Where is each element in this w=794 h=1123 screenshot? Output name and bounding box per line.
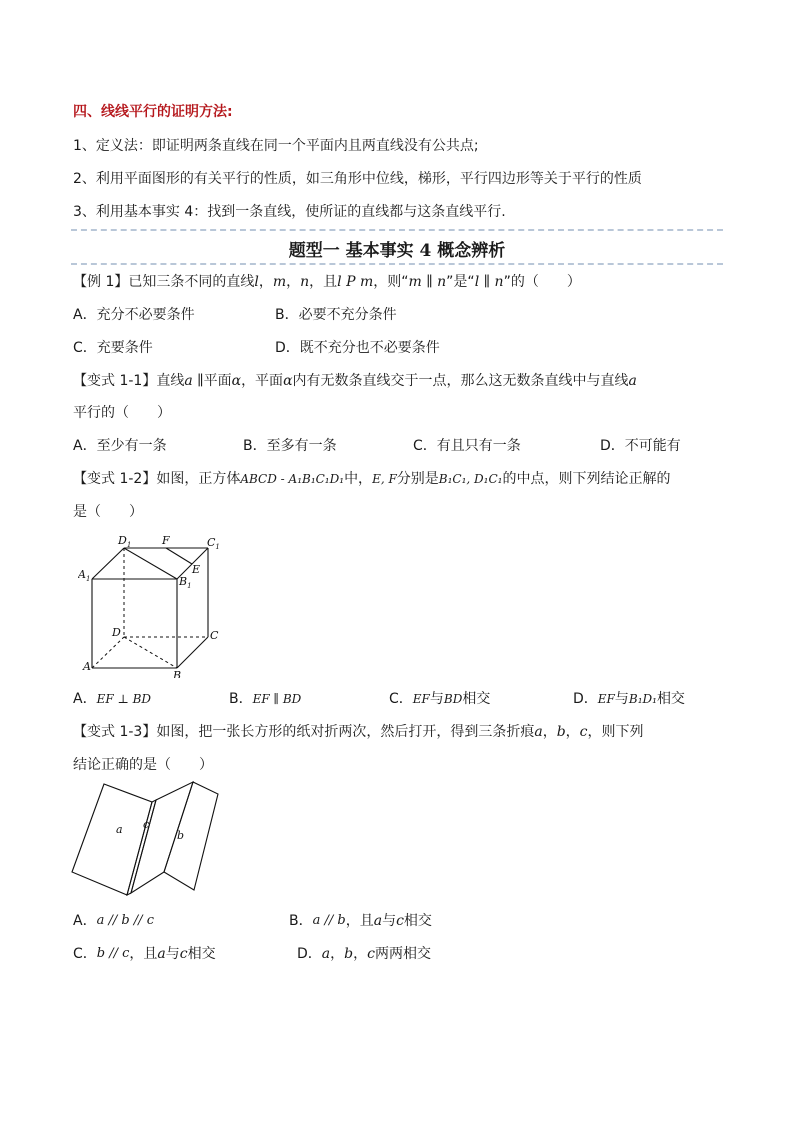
variant12-segments: B₁C₁, D₁C₁ bbox=[438, 472, 503, 486]
example1-mid: ，且 bbox=[309, 274, 338, 290]
variant11-option-a[interactable]: A．至少有一条 bbox=[73, 438, 167, 454]
variant11-option-b[interactable]: B．至多有一条 bbox=[243, 438, 337, 454]
divider-bottom bbox=[71, 263, 723, 265]
example1-option-a[interactable]: A．充分不必要条件 bbox=[73, 307, 195, 323]
cube-figure bbox=[78, 532, 228, 678]
label-c: C bbox=[210, 629, 219, 642]
variant12-suffix: 的中点，则下列结论正解的 bbox=[502, 471, 671, 487]
variant13-stem bbox=[73, 723, 644, 741]
edge-ad-hidden bbox=[92, 637, 124, 668]
variant11-prefix: 【变式 1-1】直线 bbox=[73, 373, 185, 389]
example1-option-b[interactable]: B．必要不充分条件 bbox=[275, 307, 397, 323]
label-d: D bbox=[112, 626, 121, 639]
fold-label-c: c bbox=[143, 818, 150, 831]
variant13-c: c bbox=[579, 724, 588, 740]
variant11-option-d[interactable]: D．不可能有 bbox=[600, 438, 681, 454]
variant12-option-d[interactable] bbox=[573, 690, 685, 708]
example1-option-d[interactable]: D．既不充分也不必要条件 bbox=[275, 340, 440, 356]
diagonal-d1b1 bbox=[124, 548, 177, 579]
variant12-mid1: 中， bbox=[344, 471, 373, 487]
variant12-option-c-math1: EF bbox=[412, 692, 430, 706]
example1-mid3: ”是“ bbox=[446, 274, 475, 290]
folded-paper-figure bbox=[68, 780, 228, 898]
variant13-option-b-a: a bbox=[373, 913, 383, 929]
variant13-option-c-mid: ，且 bbox=[129, 946, 158, 962]
variant12-option-a-math: EF ⊥ BD bbox=[96, 692, 152, 706]
method-3: 3、利用基本事实 4：找到一条直线，使所证的直线都与这条直线平行. bbox=[73, 204, 506, 220]
label-c1: $C_1$ bbox=[207, 536, 220, 551]
example1-suffix: ”的（ ） bbox=[503, 274, 581, 290]
topic-title: 题型一 基本事实 4 概念辨析 bbox=[288, 241, 506, 261]
variant13-suffix: ，则下列 bbox=[587, 724, 644, 740]
variant12-option-c[interactable] bbox=[389, 690, 490, 708]
variant13-option-d-suffix: 两两相交 bbox=[374, 946, 431, 962]
variant11-a-parallel: a ∥ bbox=[184, 373, 204, 389]
variant13-option-c[interactable] bbox=[73, 945, 216, 963]
example1-sep2: ， bbox=[286, 274, 301, 290]
variant13-option-b-math: a // b bbox=[312, 913, 346, 928]
variant13-option-c-prefix: C． bbox=[73, 946, 97, 962]
section-heading: 四、线线平行的证明方法: bbox=[73, 104, 233, 120]
example1-sep1: ， bbox=[258, 274, 273, 290]
edge-a1d1 bbox=[92, 548, 124, 579]
variant12-option-d-math2: B₁D₁ bbox=[628, 692, 657, 706]
method-2: 2、利用平面图形的有关平行的性质，如三角形中位线，梯形，平行四边形等关于平行的性质 bbox=[73, 171, 642, 187]
variant11-option-c[interactable]: C．有且只有一条 bbox=[413, 438, 521, 454]
label-f: F bbox=[162, 534, 170, 547]
variant13-option-d-a: a bbox=[321, 946, 331, 962]
label-e: E bbox=[192, 563, 201, 576]
variant13-option-a[interactable] bbox=[73, 912, 154, 930]
variant11-alpha2: α bbox=[283, 373, 293, 389]
variant13-option-d-prefix: D． bbox=[297, 946, 322, 962]
variant11-alpha1: α bbox=[231, 373, 242, 389]
panel-1 bbox=[72, 784, 152, 895]
variant12-stem bbox=[73, 470, 670, 488]
variant13-option-d-b: b bbox=[344, 946, 354, 962]
example1-condition: l P m bbox=[337, 274, 374, 290]
variant12-option-b[interactable] bbox=[229, 690, 301, 708]
variant13-sep2: ， bbox=[565, 724, 580, 740]
variant12-option-a[interactable] bbox=[73, 690, 151, 708]
variant13-option-d-c: c bbox=[367, 946, 375, 962]
variant11-stem bbox=[73, 372, 637, 390]
example1-l: l bbox=[254, 274, 259, 290]
variant13-option-c-math: b // c bbox=[96, 946, 130, 961]
divider-top bbox=[71, 229, 723, 231]
variant13-option-b-c: c bbox=[396, 913, 404, 929]
variant12-mid2: 分别是 bbox=[396, 471, 439, 487]
variant13-option-b-yu: 与 bbox=[382, 913, 397, 929]
label-a: A bbox=[83, 660, 91, 673]
method-1: 1、定义法：即证明两条直线在同一个平面内且两直线没有公共点; bbox=[73, 138, 479, 154]
example1-option-c[interactable]: C．充要条件 bbox=[73, 340, 153, 356]
segment-ef bbox=[166, 548, 192, 564]
variant11-mid1: 平面 bbox=[203, 373, 232, 389]
variant13-b: b bbox=[556, 724, 566, 740]
example1-mid2: ，则“ bbox=[373, 274, 409, 290]
variant13-option-b-prefix: B． bbox=[289, 913, 313, 929]
diagonal-bd-hidden bbox=[124, 637, 177, 668]
variant13-option-c-c: c bbox=[179, 946, 188, 962]
variant12-line2: 是（ ） bbox=[73, 504, 143, 520]
variant13-option-b-mid: ，且 bbox=[345, 913, 374, 929]
example1-m: m bbox=[272, 274, 287, 290]
variant13-option-c-a: a bbox=[157, 946, 166, 962]
variant13-line2: 结论正确的是（ ） bbox=[73, 757, 213, 773]
variant13-option-c-yu: 与 bbox=[165, 946, 180, 962]
label-b: B bbox=[173, 669, 182, 678]
variant13-option-d-sep2: ， bbox=[353, 946, 368, 962]
example1-q1: m ∥ n bbox=[408, 274, 447, 290]
label-a1: $A_1$ bbox=[78, 568, 91, 583]
panel-4 bbox=[164, 782, 218, 890]
variant12-ef: E, F bbox=[372, 472, 397, 486]
variant12-option-b-prefix: B． bbox=[229, 691, 253, 707]
variant13-option-b[interactable] bbox=[289, 912, 432, 930]
variant12-option-c-math2: BD bbox=[443, 692, 463, 706]
variant13-option-a-prefix: A． bbox=[73, 913, 97, 929]
fold-label-b: b bbox=[177, 829, 185, 842]
label-d1: $D_1$ bbox=[118, 534, 132, 549]
example1-q2: l ∥ n bbox=[474, 274, 504, 290]
variant12-option-c-mid: 与 bbox=[429, 691, 444, 707]
label-b1: $B_1$ bbox=[179, 575, 192, 590]
example1-n: n bbox=[300, 274, 310, 290]
variant12-prefix: 【变式 1-2】如图，正方体 bbox=[73, 471, 241, 487]
variant12-option-b-math: EF ∥ BD bbox=[252, 692, 302, 706]
variant13-option-d-sep1: ， bbox=[330, 946, 345, 962]
variant13-option-b-suffix: 相交 bbox=[403, 913, 432, 929]
variant12-option-c-suffix: 相交 bbox=[462, 691, 491, 707]
fold-label-a: a bbox=[116, 823, 123, 836]
edge-bc bbox=[177, 637, 208, 668]
variant13-a: a bbox=[534, 724, 543, 740]
variant11-mid2: ，平面 bbox=[241, 373, 284, 389]
variant11-line2: 平行的（ ） bbox=[73, 405, 171, 421]
variant13-option-d[interactable] bbox=[297, 945, 431, 963]
variant11-mid3: 内有无数条直线交于一点，那么这无数条直线中与直线 bbox=[292, 373, 629, 389]
variant12-option-c-prefix: C． bbox=[389, 691, 413, 707]
variant12-option-d-prefix: D． bbox=[573, 691, 598, 707]
variant12-option-d-math1: EF bbox=[597, 692, 615, 706]
variant12-option-a-prefix: A． bbox=[73, 691, 97, 707]
variant13-sep1: ， bbox=[542, 724, 557, 740]
variant11-a-end: a bbox=[628, 373, 637, 389]
variant12-option-d-mid: 与 bbox=[614, 691, 629, 707]
variant12-option-d-suffix: 相交 bbox=[656, 691, 685, 707]
variant13-prefix: 【变式 1-3】如图，把一张长方形的纸对折两次，然后打开，得到三条折痕 bbox=[73, 724, 535, 740]
example1-prefix: 【例 1】已知三条不同的直线 bbox=[73, 274, 255, 290]
variant13-option-c-suffix: 相交 bbox=[187, 946, 216, 962]
variant13-option-a-math: a // b // c bbox=[96, 913, 154, 928]
variant12-cube: ABCD - A₁B₁C₁D₁ bbox=[240, 472, 345, 486]
example1-stem bbox=[73, 273, 581, 291]
